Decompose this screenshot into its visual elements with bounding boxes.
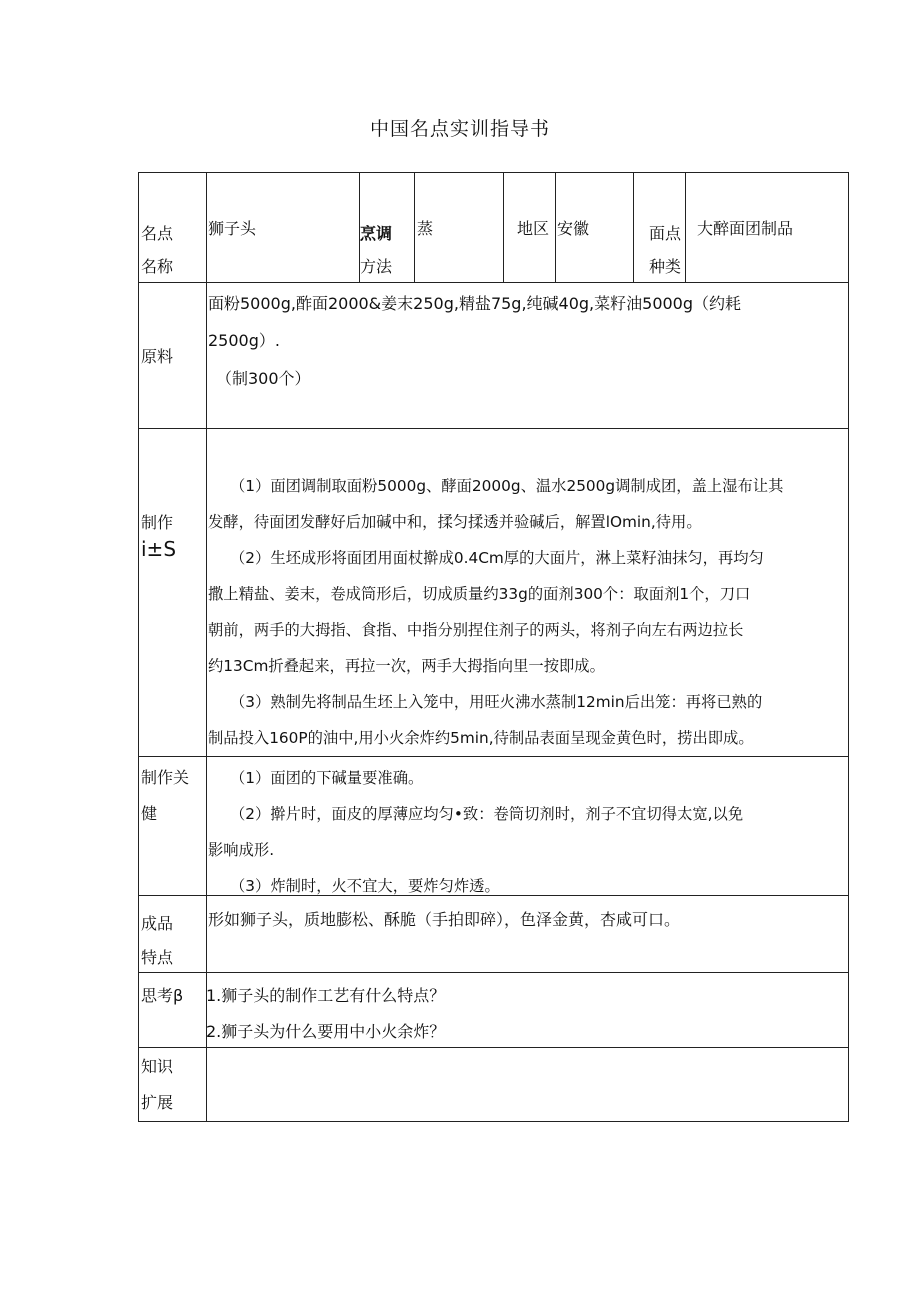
process-line: 撒上精盐、姜末，卷成筒形后，切成质量约33g的面剂300个：取面剂1个，刀口 bbox=[208, 585, 751, 603]
ingredients-line: 面粉5000g,酢面2000&姜末250g,精盐75g,纯碱40g,菜籽油5000g（约耗 bbox=[208, 294, 742, 313]
process-steps bbox=[208, 468, 783, 756]
dish-name: 狮子头 bbox=[208, 219, 257, 238]
process-line: 朝前，两手的大拇指、食指、中指分别捏住剂子的两头，将剂子向左右两边拉长 bbox=[208, 621, 744, 639]
ingredients-yield: （制300个） bbox=[216, 369, 311, 388]
process-line: 约13Cm折叠起来，再拉一次，两手大拇指向里一按即成。 bbox=[208, 657, 605, 675]
method-value: 蒸 bbox=[417, 219, 434, 238]
ingredients-line: 2500g）. bbox=[208, 331, 280, 350]
column-divider bbox=[633, 173, 634, 282]
column-divider bbox=[685, 173, 686, 282]
row-divider bbox=[139, 756, 848, 757]
product-text: 形如狮子头，质地膨松、酥脆（手拍即碎），色泽金黄，杏咸可口。 bbox=[208, 910, 681, 929]
region-label: 地区 bbox=[517, 219, 550, 238]
key-point-line: 影响成形. bbox=[208, 841, 275, 859]
product-label: 成品 特点 bbox=[141, 914, 174, 967]
question-item: 1.狮子头的制作工艺有什么特点？ bbox=[206, 986, 446, 1005]
key-point-line: （3）炸制时，火不宜大，要炸匀炸透。 bbox=[230, 877, 500, 895]
process-label: 制作 i±S bbox=[141, 513, 177, 561]
extension-label: 知识 扩展 bbox=[141, 1057, 174, 1112]
key-point-line: （2）擀片时，面皮的厚薄应均匀•致：卷筒切剂时，剂子不宜切得太宽,以免 bbox=[230, 805, 744, 823]
process-line: 制品投入160P的油中,用小火余炸约5min,待制品表面呈现金黄色时，捞出即成。 bbox=[208, 729, 754, 747]
key-point-line: （1）面团的下碱量要准确。 bbox=[230, 769, 424, 787]
process-line: （1）面团调制取面粉5000g、酵面2000g、温水2500g调制成团，盖上湿布让其 bbox=[230, 477, 784, 495]
process-line: 发酵，待面团发酵好后加碱中和，揉匀揉透并验碱后，解置lOmin,待用。 bbox=[208, 513, 702, 531]
row-divider bbox=[139, 972, 848, 973]
process-line: （2）生坯成形将面团用面杖擀成0.4Cm厚的大面片，淋上菜籽油抹匀，再均匀 bbox=[230, 549, 764, 567]
row-divider bbox=[139, 428, 848, 429]
name-label: 名点 名称 bbox=[141, 224, 174, 276]
column-divider bbox=[503, 173, 504, 282]
process-line: （3）熟制先将制品生坯上入笼中，用旺火沸水蒸制12min后出笼：再将已熟的 bbox=[230, 693, 763, 711]
category-label: 面点 种类 bbox=[649, 224, 682, 276]
ingredients-label: 原料 bbox=[141, 347, 174, 366]
key-points-label: 制作关 健 bbox=[141, 768, 190, 823]
questions-label: 思考β bbox=[141, 986, 184, 1005]
key-points bbox=[208, 760, 743, 904]
region-value: 安徽 bbox=[557, 219, 590, 238]
question-item: 2.狮子头为什么要用中小火余炸？ bbox=[206, 1022, 446, 1041]
column-divider bbox=[206, 173, 207, 1121]
row-divider bbox=[139, 1047, 848, 1048]
method-label: 烹调 方法 bbox=[360, 224, 393, 276]
row-divider bbox=[139, 282, 848, 283]
category-value: 大醉面团制品 bbox=[697, 219, 794, 238]
page-title: 中国名点实训指导书 bbox=[369, 118, 550, 140]
column-divider bbox=[414, 173, 415, 282]
column-divider bbox=[555, 173, 556, 282]
